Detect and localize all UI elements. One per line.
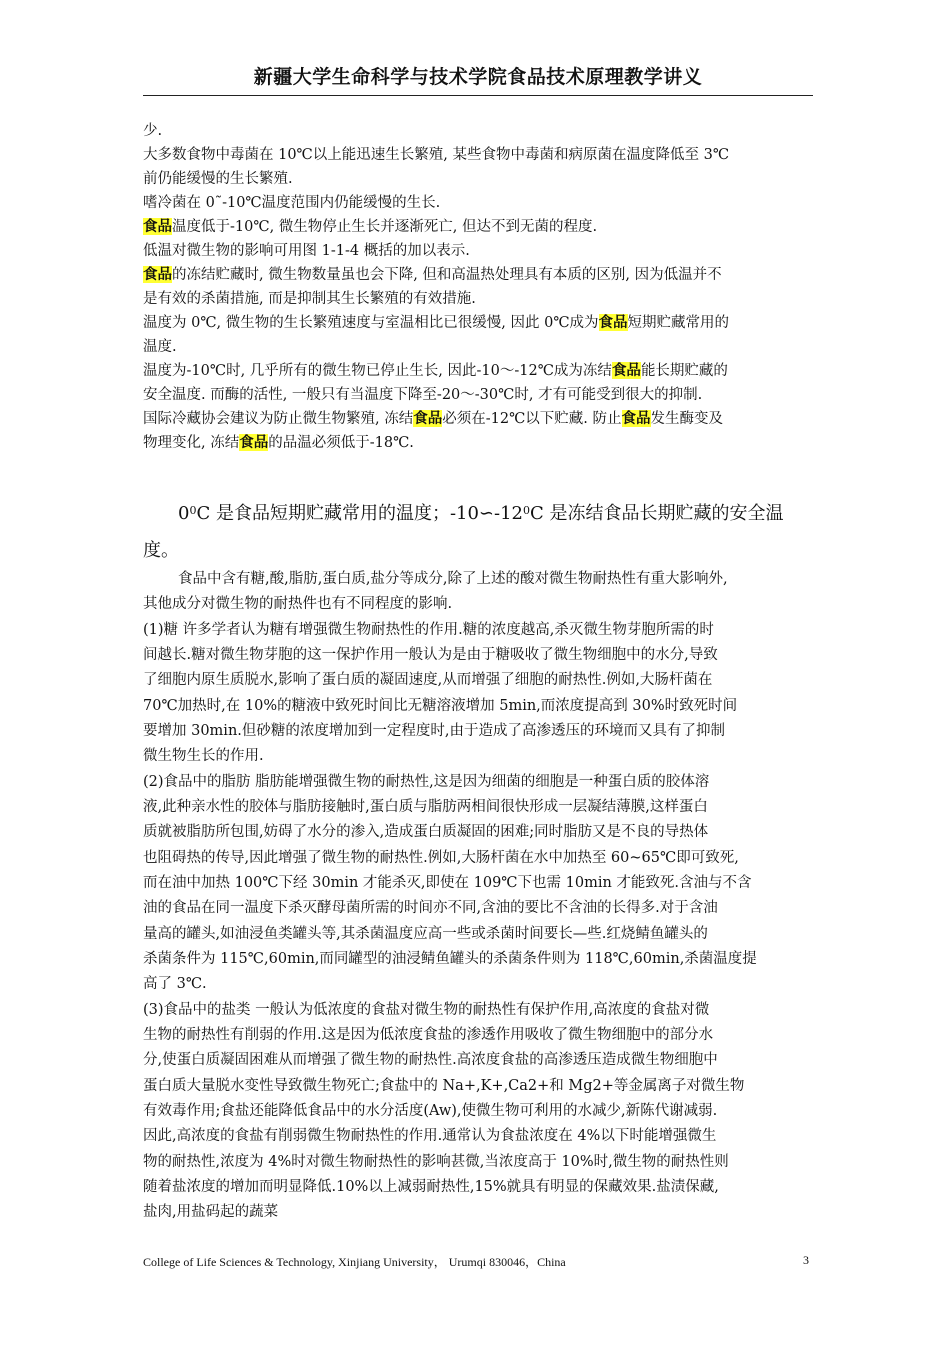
highlight-keyword: 食品 <box>621 410 651 427</box>
summary-line: 度。 <box>143 540 179 561</box>
paragraph-line: 量高的罐头,如油浸鱼类罐头等,其杀菌温度应高一些或杀菌时间要长—些.红烧鲭鱼罐头的 <box>143 926 708 942</box>
text-line: 低温对微生物的影响可用图 1-1-4 概括的加以表示. <box>143 243 470 259</box>
text-span: 的冻结贮藏时, 微生物数量虽也会下降, 但和高温热处理具有本质的区别, 因为低温并不 <box>172 267 722 283</box>
paragraph-line: 生物的耐热性有削弱的作用.这是因为低浓度食盐的渗透作用吸收了微生物细胞中的部分水 <box>143 1027 714 1043</box>
highlight-keyword: 食品 <box>413 410 443 427</box>
text-line <box>143 314 813 332</box>
text-span: C 是食品短期贮藏常用的温度；-10∽-12 <box>196 503 524 524</box>
text-span: 0 <box>178 503 190 524</box>
paragraph-line: 液,此种亲水性的胶体与脂肪接触时,蛋白质与脂肪两相间很快形成一层凝结薄膜,这样蛋白 <box>143 799 708 815</box>
paragraph-line: 有效毒作用;食盐还能降低食品中的水分活度(Aw),使微生物可利用的水减少,新陈代谢减弱. <box>143 1103 718 1119</box>
text-line <box>143 362 813 380</box>
header-divider <box>143 95 813 96</box>
text-span: 物理变化, 冻结 <box>143 435 240 451</box>
paragraph-line: 70℃加热时,在 10%的糖液中致死时间比无糖溶液增加 5min,而浓度提高到 30%时致死时间 <box>143 698 738 714</box>
text-span: 温度为 0℃, 微生物的生长繁殖速度与室温相比已很缓慢, 因此 0℃成为 <box>143 315 599 331</box>
text-span: C 是冻结食品长期贮藏的安全温 <box>530 503 784 524</box>
text-span: 国际冷藏协会建议为防止微生物繁殖, 冻结 <box>143 411 414 427</box>
text-span: 必须在-12℃以下贮藏. 防止 <box>442 411 622 427</box>
page-header-title: 新疆大学生命科学与技术学院食品技术原理教学讲义 <box>253 66 703 88</box>
paragraph-line: (2)食品中的脂肪 脂肪能增强微生物的耐热性,这是因为细菌的细胞是一种蛋白质的胶体溶 <box>143 774 710 790</box>
paragraph-line: 其他成分对微生物的耐热件也有不同程度的影响. <box>143 596 453 612</box>
paragraph-line: 物的耐热性,浓度为 4%时对微生物耐热性的影响甚微,当浓度高于 10%时,微生物的耐热性则 <box>143 1154 729 1170</box>
text-span: 温度为-10℃时, 几乎所有的微生物已停止生长, 因此-10～-12℃成为冻结 <box>143 363 612 379</box>
paragraph-line: (1)糖 许多学者认为糖有增强微生物耐热性的作用.糖的浓度越高,杀灭微生物芽胞所需的时 <box>143 622 714 638</box>
paragraph-line: (3)食品中的盐类 一般认为低浓度的食盐对微生物的耐热性有保护作用,高浓度的食盐对微 <box>143 1002 710 1018</box>
page-number: 3 <box>803 1253 809 1267</box>
text-span: 温度低于-10℃, 微生物停止生长并逐渐死亡, 但达不到无菌的程度. <box>172 219 598 235</box>
paragraph-line: 要增加 30min.但砂糖的浓度增加到一定程度时,由于造成了高渗透压的环境而又具有了抑制 <box>143 723 726 739</box>
paragraph-line: 食品中含有糖,酸,脂肪,蛋白质,盐分等成分,除了上述的酸对微生物耐热性有重大影响外, <box>178 571 728 587</box>
text-span: 短期贮藏常用的 <box>627 315 730 331</box>
paragraph-line: 而在油中加热 100℃下经 30min 才能杀灭,即使在 109℃下也需 10min 才能致死.含油与不含 <box>143 875 752 891</box>
text-line: 安全温度. 而酶的活性, 一般只有当温度下降至-20～-30℃时, 才有可能受到很大的抑制. <box>143 387 703 403</box>
text-line: 温度. <box>143 339 177 355</box>
paragraph-line: 油的食品在同一温度下杀灭酵母菌所需的时间亦不同,含油的要比不含油的长得多.对于含油 <box>143 900 718 916</box>
text-line <box>143 434 813 452</box>
paragraph-line: 盐肉,用盐码起的蔬菜 <box>143 1204 279 1220</box>
paragraph-line: 高了 3℃. <box>143 976 207 992</box>
paragraph-line: 随着盐浓度的增加而明显降低.10%以上减弱耐热性,15%就具有明显的保藏效果.盐渍保藏, <box>143 1179 719 1195</box>
paragraph-line: 间越长.糖对微生物芽胞的这一保护作用一般认为是由于糖吸收了微生物细胞中的水分,导致 <box>143 647 718 663</box>
text-line: 前仍能缓慢的生长繁殖. <box>143 171 293 187</box>
text-line: 是有效的杀菌措施, 而是抑制其生长繁殖的有效措施. <box>143 291 476 307</box>
text-span: 能长期贮藏的 <box>640 363 728 379</box>
highlight-keyword: 食品 <box>239 434 269 451</box>
superscript: 0 <box>189 504 197 517</box>
text-line <box>143 218 813 236</box>
text-span: 的品温必须低于-18℃. <box>268 435 414 451</box>
paragraph-line: 也阻碍热的传导,因此增强了微生物的耐热性.例如,大肠杆菌在水中加热至 60~65℃即可致死, <box>143 850 739 866</box>
text-line <box>143 410 813 428</box>
text-line: 大多数食物中毒菌在 10℃以上能迅速生长繁殖, 某些食物中毒菌和病原菌在温度降低至 3℃ <box>143 147 730 163</box>
paragraph-line: 了细胞内原生质脱水,影响了蛋白质的凝固速度,从而增强了细胞的耐热性.例如,大肠杆菌在 <box>143 672 713 688</box>
paragraph-line: 分,使蛋白质凝固困难从而增强了微生物的耐热性.高浓度食盐的高渗透压造成微生物细胞中 <box>143 1052 718 1068</box>
highlight-keyword: 食品 <box>598 314 628 331</box>
highlight-keyword: 食品 <box>611 362 641 379</box>
text-line: 少. <box>143 123 163 139</box>
paragraph-line: 因此,高浓度的食盐有削弱微生物耐热性的作用.通常认为食盐浓度在 4%以下时能增强微生 <box>143 1128 717 1144</box>
text-line <box>143 266 813 284</box>
summary-line <box>178 500 813 525</box>
paragraph-line: 微生物生长的作用. <box>143 748 264 764</box>
paragraph-line: 蛋白质大量脱水变性导致微生物死亡;食盐中的 Na+,K+,Ca2+和 Mg2+等金属离子对微生物 <box>143 1078 745 1094</box>
footer-affiliation: College of Life Sciences & Technology, Xinjiang University， Urumqi 830046，China <box>143 1255 566 1269</box>
paragraph-line: 质就被脂肪所包围,妨碍了水分的渗入,造成蛋白质凝固的困难;同时脂肪又是不良的导热体 <box>143 824 709 840</box>
highlight-keyword: 食品 <box>143 266 172 283</box>
text-span: 发生酶变及 <box>650 411 724 427</box>
paragraph-line: 杀菌条件为 115℃,60min,而同罐型的油浸鲭鱼罐头的杀菌条件则为 118℃,60min,杀菌温度提 <box>143 951 757 967</box>
text-line: 嗜冷菌在 0˜-10℃温度范围内仍能缓慢的生长. <box>143 195 441 211</box>
highlight-keyword: 食品 <box>143 218 172 235</box>
superscript: 0 <box>523 504 531 517</box>
